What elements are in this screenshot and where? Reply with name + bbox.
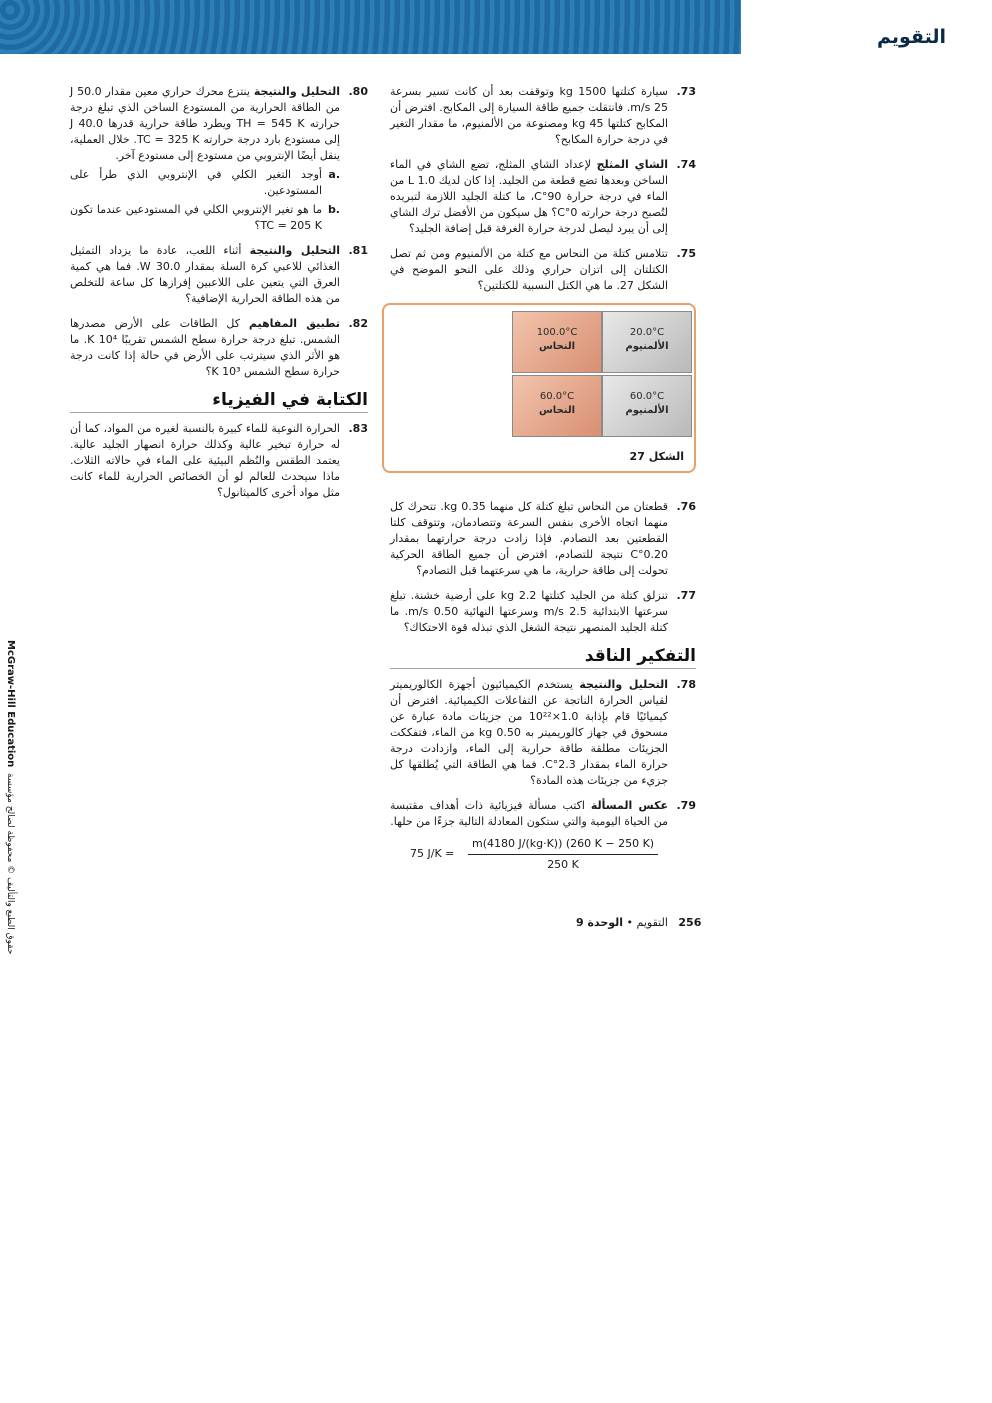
left-column xyxy=(70,84,368,510)
section-writing-in-physics: الكتابة في الفيزياء xyxy=(70,392,368,413)
right-column xyxy=(390,84,696,885)
footer-section: التقويم xyxy=(636,916,668,929)
question-82: .82 تطبيق المفاهيم كل الطاقات على الأرض مصدرها الشمس. تبلغ درجة حرارة سطح الشمس تقريبًا 10⁴ K. ما هو الأثر الذي سيترتب على الأرض في حالة إذا كانت درجة حرارة سطح الشمس 10³ K؟ xyxy=(70,317,368,378)
page-footer: 256 التقويم • الوحدة 9 xyxy=(576,916,702,929)
figure-caption: الشكل 27 xyxy=(629,450,684,463)
question-76: .76 قطعتان من النحاس تبلغ كتلة كل منهما 0.35 kg. تتحرك كل منهما اتجاه الأخرى بنفس السرعة وتتصادمان، وتتوقف كلتا القطعتين بعد التصادم. فإذا زادت درجة حرارتهما بمقدار 0.20°C نتيجة للتصادم، افترض أن جميع الطاقة الحركية تحولت إلى طاقة حرارية، ما هي سرعتهما قبل التصادم؟ xyxy=(390,500,696,577)
question-80a: a. أوجد التغير الكلي في الإنتروبي الذي طرأ على المستودعين. xyxy=(70,168,340,197)
question-80b: b. ما هو تغير الإنتروبي الكلي في المستودعين عندما تكون TC = 205 K؟ xyxy=(70,203,340,232)
equation: 75 J/K = $\frac{m(4180 J/(kg\cdot K)) (260 K - 250 K)}{250 K}$ xyxy=(410,836,668,876)
question-73: .73 سيارة كتلتها 1500 kg وتوقفت بعد أن كانت تسير بسرعة 25 m/s. فانتقلت جميع طاقة السيارة إلى المكابح. افترض أن المكابح كتلتها 45 kg ومصنوعة من الألمنيوم، ما مقدار التغير في درجة حرارة المكابح؟ xyxy=(390,85,696,146)
equation-fraction: $\frac{m(4180 J/(kg\cdot K)) (260 K - 250 K)}{250 K}$ xyxy=(468,836,658,873)
question-79: .79 عكس المسألة اكتب مسألة فيزيائية ذات أهداف مقتبسة من الحياة اليومية والتي ستكون المعادلة التالية جزءًا من حلها. 75 J/K = $\frac{m(4180 J/(kg\cdot K)) (260 K - 250 K)}{250 K}$ xyxy=(390,798,696,876)
copyright-sidebar xyxy=(4,640,18,955)
page-number: 256 xyxy=(678,916,702,929)
question-81: .81 التحليل والنتيجة أثناء اللعب، عادة ما يزداد التمثيل الغذائي للاعبي كرة السلة بمقدار 30.0 W. فما هي كمية العرق التي يتعين على اللاعبين إفرازها كل ساعة للتخلص من هذه الطاقة الحرارية الإضافية؟ xyxy=(70,244,368,305)
question-78: .78 التحليل والنتيجة يستخدم الكيميائيون أجهزة الكالوريميتر لقياس الحرارة الناتجة عن التفاعلات الكيميائية. افترض أن كيميائيًا قام بإذابة 1.0×10²² من جزيئات مادة عبارة عن مسحوق في جهاز كالوريميتر به 0.50 kg من الماء، فتفككت الجزيئات مطلقة طاقة حرارية إلى الماء، وازدادت درجة حرارة الماء بمقدار 2.3°C. فما هي الطاقة التي يُطلقها كل جزيء من جزيئات هذه المادة؟ xyxy=(390,678,696,787)
figure-27 xyxy=(382,303,696,473)
question-80: .80 التحليل والنتيجة ينتزع محرك حراري معين مقدار 50.0 J من الطاقة الحرارية من المستودع الساخن الذي تبلغ درجة حرارته TH = 545 K ويطرد طاقة حرارية قدرها 40.0 J إلى مستودع بارد درجة حرارته TC = 325 K. خلال العملية، ينقل أيضًا الإنتروبي من مستودع إلى مستودع آخر. a. أوجد التغير الكلي في الإنتروبي الذي طرأ على المستودعين. b. ما هو تغير الإنتروبي الكلي في المستودعين عندما تكون TC = 205 K؟ xyxy=(70,85,368,232)
aluminum-block-equilibrium: 60.0°C الألمنيوم xyxy=(602,375,692,437)
publisher-brand: McGraw-Hill Education xyxy=(5,640,16,768)
question-83: .83 الحرارة النوعية للماء كبيرة بالنسبة لغيره من المواد، كما أن له حرارة تبخير عالية وكذلك حرارة انصهار الجليد عالية. يعتمد الطقس والنُظم البيئية على الماء في حالاته الثلاث. ماذا سيحدث للعالم لو أن الخصائص الحرارية للماء كانت مثل مواد أخرى كالميثانول؟ xyxy=(70,422,368,499)
copper-block-equilibrium: 60.0°C النحاس xyxy=(512,375,602,437)
question-74: .74 الشاي المثلج لإعداد الشاي المثلج، تضع الشاي في الماء الساخن وبعدها تضع قطعة من الجليد. إذا كان لديك 1.0 L من الماء في درجة حرارة 90°C، ما كتلة الجليد اللازمة لتبريده لتُصبح درجة حرارته 0°C؟ هل سيكون من الأفضل ترك الشاي إلى أن يبرد ليصل لدرجة حرارة الغرفة قبل إضافة الجليد؟ xyxy=(390,158,696,235)
aluminum-block-initial: 20.0°C الألمنيوم xyxy=(602,311,692,373)
footer-unit: الوحدة 9 xyxy=(576,916,624,929)
header-banner xyxy=(0,0,741,54)
copyright-text: حقوق الطبع والتأليف © محفوظة لصالح مؤسسة xyxy=(5,773,15,955)
section-critical-thinking: التفكير الناقد xyxy=(390,648,696,669)
question-75: .75 تتلامس كتلة من النحاس مع كتلة من الألمنيوم ومن ثم تصل الكتلتان إلى اتزان حراري وذلك على النحو الموضح في الشكل 27. ما هي الكتل النسبية للكتلتين؟ xyxy=(390,247,696,292)
page-title: التقويم xyxy=(876,26,946,48)
question-77: .77 تنزلق كتلة من الجليد كتلتها 2.2 kg على أرضية خشنة. تبلغ سرعتها الابتدائية 2.5 m/s وسرعتها النهائية 0.50 m/s. ما كتلة الجليد المنصهر نتيجة الشغل الذي تبذله قوة الاحتكاك؟ xyxy=(390,589,696,634)
copper-block-initial: 100.0°C النحاس xyxy=(512,311,602,373)
